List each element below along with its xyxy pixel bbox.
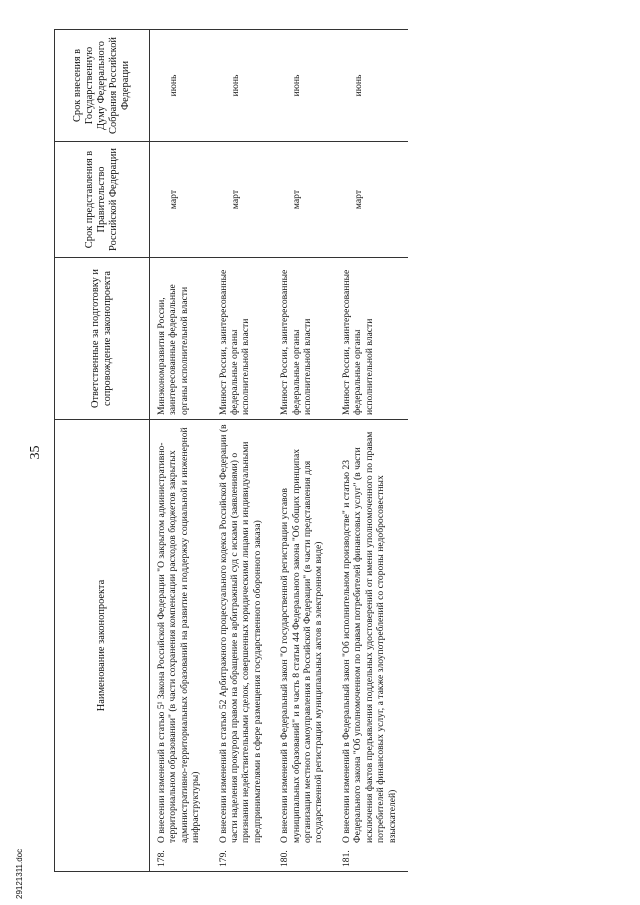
- row-number: 181.: [340, 850, 352, 867]
- legislation-plan-table: [54, 29, 408, 872]
- cell-gov-deadline: март: [335, 142, 408, 258]
- cell-responsible: Минюст России, заинтересованные федеральные органы исполнительной власти: [273, 258, 335, 420]
- cell-duma-deadline: июнь: [150, 30, 212, 142]
- row-number: 180.: [279, 850, 291, 867]
- header-responsible: Ответственные за подготовку и сопровождение законопроекта: [55, 258, 150, 420]
- cell-name: [212, 420, 274, 872]
- bill-title: О внесении изменений в Федеральный закон "О государственной регистрации уставов муниципальных образований" и в часть 8 статьи 44 Федерального закона "Об общих принципах организации местного самоуправления в Российской Федерации" (в части представления для государственной регистрации муниципальных актов в электронном виде): [279, 448, 325, 843]
- row-number: 178.: [156, 850, 167, 867]
- header-duma-deadline: Срок внесения в Государственную Думу Федерального Собрания Российской Федерации: [55, 30, 150, 142]
- cell-duma-deadline: июнь: [335, 30, 408, 142]
- table-row: [273, 30, 335, 872]
- row-number: 179.: [217, 850, 229, 867]
- cell-name: [273, 420, 335, 872]
- cell-duma-deadline: июнь: [273, 30, 335, 142]
- cell-responsible: Минэкономразвития России, заинтересованные федеральные органы исполнительной власти: [150, 258, 212, 420]
- cell-responsible: Минюст России, заинтересованные федеральные органы исполнительной власти: [335, 258, 408, 420]
- table-header-row: [55, 30, 150, 872]
- document-code: 29121311.doc: [15, 848, 24, 899]
- bill-title: О внесении изменений в статью 52 Арбитражного процессуального кодекса Российской Федерации (в части наделения прокурора правом на обращение в арбитражный суд с исками (заявлениями) о признании недействительными сделок, совершенных юридическими лицами и индивидуальными предпринимателями в сфере размещения государственного оборонного заказа): [217, 424, 263, 843]
- table-row: [335, 30, 408, 872]
- cell-name: [335, 420, 408, 872]
- page-number: 35: [28, 445, 43, 460]
- cell-name: [150, 420, 212, 872]
- table-row: [212, 30, 274, 872]
- cell-gov-deadline: март: [150, 142, 212, 258]
- header-name: Наименование законопроекта: [55, 420, 150, 872]
- table-row: [150, 30, 212, 872]
- bill-title: О внесении изменений в статью 5¹ Закона Российской Федерации "О закрытом административно-территориальном образовании" (в части сохранения компенсации расходов бюджетов закрытых административно-территориальных образований на развитие и поддержку социальной и инженерной инфраструктуры): [156, 427, 202, 843]
- cell-gov-deadline: март: [212, 142, 274, 258]
- cell-responsible: Минюст России, заинтересованные федеральные органы исполнительной власти: [212, 258, 274, 420]
- cell-duma-deadline: июнь: [212, 30, 274, 142]
- bill-title: О внесении изменений в Федеральный закон "Об исполнительном производстве" и статью 23 Федерального закона "Об уполномоченном по правам потребителей финансовых услуг" (в части исключения фактов предъявления поддельных удостоверений от имени уполномоченного по правам потребителей финансовых услуг, а также злоупотреблений со стороны недобросовестных взыскателей): [340, 431, 398, 843]
- header-gov-deadline: Срок представления в Правительство Российской Федерации: [55, 142, 150, 258]
- cell-gov-deadline: март: [273, 142, 335, 258]
